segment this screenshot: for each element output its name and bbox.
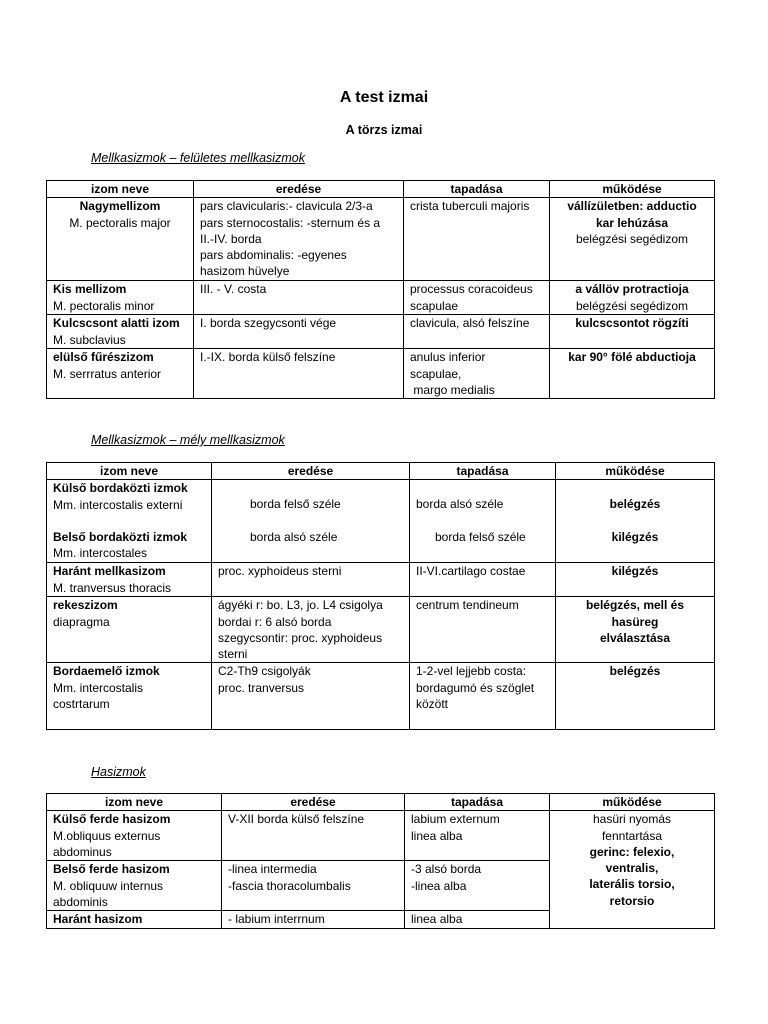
insertion-line: centrum tendineum <box>416 598 519 613</box>
function-line: a vállöv protractioja <box>575 282 689 297</box>
muscle-latin-name: costrtarum <box>53 697 110 712</box>
muscle-latin-name: M. pectoralis major <box>69 215 171 230</box>
function-line: belégzés <box>609 497 661 512</box>
origin-line: - labium interrnum <box>228 912 325 927</box>
origin-line: borda alsó széle <box>250 529 338 544</box>
origin-line: bordai r: 6 alsó borda <box>218 614 332 629</box>
insertion-line: linea alba <box>411 828 463 843</box>
origin-line: sterni <box>218 647 248 662</box>
insertion-line: clavicula, alsó felszíne <box>410 316 530 331</box>
function-line: fenntartása <box>601 828 663 843</box>
column-header: eredése <box>222 794 405 811</box>
origin-line: C2-Th9 csigolyák <box>218 664 311 679</box>
function-line: kilégzés <box>611 529 659 544</box>
muscle-name: rekeszizom <box>53 598 118 613</box>
insertion-line: linea alba <box>411 912 463 927</box>
table-row <box>47 315 715 349</box>
insertion-line: 1-2-vel lejjebb costa: <box>416 664 527 679</box>
insertion-line: bordagumó és szöglet <box>416 680 535 695</box>
column-header: izom neve <box>47 181 194 198</box>
origin-line: borda felső széle <box>250 497 341 512</box>
spacer <box>416 480 549 496</box>
origin-line: V-XII borda külső felszíne <box>228 812 365 827</box>
function-line: kar 90° fölé abductioja <box>568 350 696 365</box>
function-line: kilégzés <box>611 564 659 579</box>
table-row <box>47 811 715 861</box>
insertion-line: anulus inferior <box>410 350 486 365</box>
function-line: belégzési segédizom <box>575 298 689 313</box>
function-line: elválasztása <box>599 630 671 645</box>
table-row <box>47 349 715 399</box>
function-line: hasüri nyomás <box>592 812 672 827</box>
muscle-latin-name: M. serrratus anterior <box>53 366 162 381</box>
muscle-name: Belső ferde hasizom <box>53 862 170 877</box>
table-header-row <box>47 463 715 480</box>
column-header: működése <box>550 794 715 811</box>
origin-line: ágyéki r: bo. L3, jo. L4 csigolya <box>218 598 383 613</box>
muscle-latin-name: Mm. intercostalis externi <box>53 497 183 512</box>
muscle-latin-name: M. tranversus thoracis <box>53 580 172 595</box>
table-row <box>47 198 715 281</box>
muscle-name: Haránt hasizom <box>53 912 143 927</box>
muscle-latin-name: M. pectoralis minor <box>53 298 155 313</box>
muscle-name: Belső bordaközti izmok <box>53 529 188 544</box>
muscle-name: Haránt mellkasizom <box>53 564 166 579</box>
function-line: retorsio <box>609 893 655 908</box>
spacer <box>218 513 403 529</box>
origin-line: -linea intermedia <box>228 862 317 877</box>
muscle-name: Kulcscsont alatti izom <box>53 316 180 331</box>
column-header: működése <box>550 181 715 198</box>
table-row <box>47 480 715 563</box>
function-line: ventralis, <box>605 861 659 876</box>
abdominal-function-cell <box>550 811 715 928</box>
table-row <box>47 281 715 315</box>
column-header: izom neve <box>47 794 222 811</box>
page-subtitle: A törzs izmai <box>345 123 423 137</box>
section-heading-deep-chest: Mellkasizmok – mély mellkasizmok <box>91 433 285 447</box>
superficial-chest-muscles-table <box>46 180 715 399</box>
function-line: belégzés <box>609 664 661 679</box>
origin-line: I.-IX. borda külső felszíne <box>200 350 336 365</box>
origin-line: -fascia thoracolumbalis <box>228 878 351 893</box>
column-header: tapadása <box>410 463 556 480</box>
function-line: belégzési segédizom <box>575 231 689 246</box>
muscle-latin-name: M.obliquus externus <box>53 828 161 843</box>
section-heading-superficial-chest: Mellkasizmok – felületes mellkasizmok <box>91 151 305 165</box>
insertion-line: scapulae, <box>410 366 462 381</box>
origin-line: proc. xyphoideus sterni <box>218 564 342 579</box>
origin-line: pars clavicularis:- clavicula 2/3-a <box>200 199 373 214</box>
muscle-latin-name: diapragma <box>53 614 110 629</box>
column-header: eredése <box>212 463 410 480</box>
table-row <box>47 597 715 663</box>
table-header-row <box>47 181 715 198</box>
insertion-line: között <box>416 697 449 712</box>
table-row <box>47 563 715 597</box>
origin-line: I. borda szegycsonti vége <box>200 316 337 331</box>
muscle-latin-name: abdominus <box>53 844 112 859</box>
spacer <box>218 480 403 496</box>
origin-line: hasizom hüvelye <box>200 264 290 279</box>
column-header: tapadása <box>405 794 550 811</box>
insertion-line: labium externum <box>411 812 500 827</box>
muscle-name: Kis mellizom <box>53 282 127 297</box>
origin-line: pars sternocostalis: -sternum és a <box>200 215 381 230</box>
origin-line: proc. tranversus <box>218 680 305 695</box>
function-line: kar lehúzása <box>595 215 669 230</box>
origin-line: szegycsontir: proc. xyphoideus <box>218 630 383 645</box>
insertion-line: II-VI.cartilago costae <box>416 564 526 579</box>
spacer <box>562 513 708 529</box>
function-line: belégzés, mell és hasüreg <box>585 598 685 629</box>
muscle-name: elülső fűrészizom <box>53 350 154 365</box>
muscle-name: Külső bordaközti izmok <box>53 481 188 496</box>
function-line: kulcscsontot rögzíti <box>575 316 689 331</box>
insertion-line: processus coracoideus <box>410 282 533 297</box>
muscle-name: Külső ferde hasizom <box>53 812 171 827</box>
muscle-latin-name: Mm. intercostalis <box>53 680 144 695</box>
muscle-latin-name: M. subclavius <box>53 332 126 347</box>
deep-chest-muscles-table <box>46 462 715 730</box>
insertion-line: crista tuberculi majoris <box>410 199 530 214</box>
page-title: A test izmai <box>339 89 429 106</box>
origin-line: pars abdominalis: -egyenes <box>200 248 347 263</box>
abdominal-muscles-table <box>46 793 715 929</box>
column-header: izom neve <box>47 463 212 480</box>
function-line: laterális torsio, <box>589 877 675 892</box>
function-line: vállízületben: adductio <box>567 199 697 214</box>
function-line: gerinc: felexio, <box>589 844 675 859</box>
column-header: eredése <box>194 181 404 198</box>
spacer <box>416 513 549 529</box>
muscle-name: Bordaemelő izmok <box>53 664 160 679</box>
muscle-latin-name: M. obliquuw internus <box>53 878 164 893</box>
muscle-latin-name: Mm. intercostales <box>53 546 148 561</box>
origin-line: III. - V. costa <box>200 282 267 297</box>
insertion-line: -linea alba <box>411 878 467 893</box>
table-header-row <box>47 794 715 811</box>
spacer <box>562 480 708 496</box>
table-row <box>47 663 715 730</box>
section-heading-abdominal: Hasizmok <box>91 765 146 779</box>
insertion-line: -3 alsó borda <box>411 862 482 877</box>
column-header: működése <box>556 463 715 480</box>
insertion-line: borda alsó széle <box>416 497 504 512</box>
insertion-line: borda felső széle <box>435 529 526 544</box>
column-header: tapadása <box>404 181 550 198</box>
insertion-line: margo medialis <box>410 382 495 397</box>
muscle-latin-name: abdominis <box>53 894 108 909</box>
origin-line: II.-IV. borda <box>200 231 262 246</box>
spacer <box>53 513 205 529</box>
insertion-line: scapulae <box>410 298 459 313</box>
muscle-name: Nagymellizom <box>79 199 161 214</box>
